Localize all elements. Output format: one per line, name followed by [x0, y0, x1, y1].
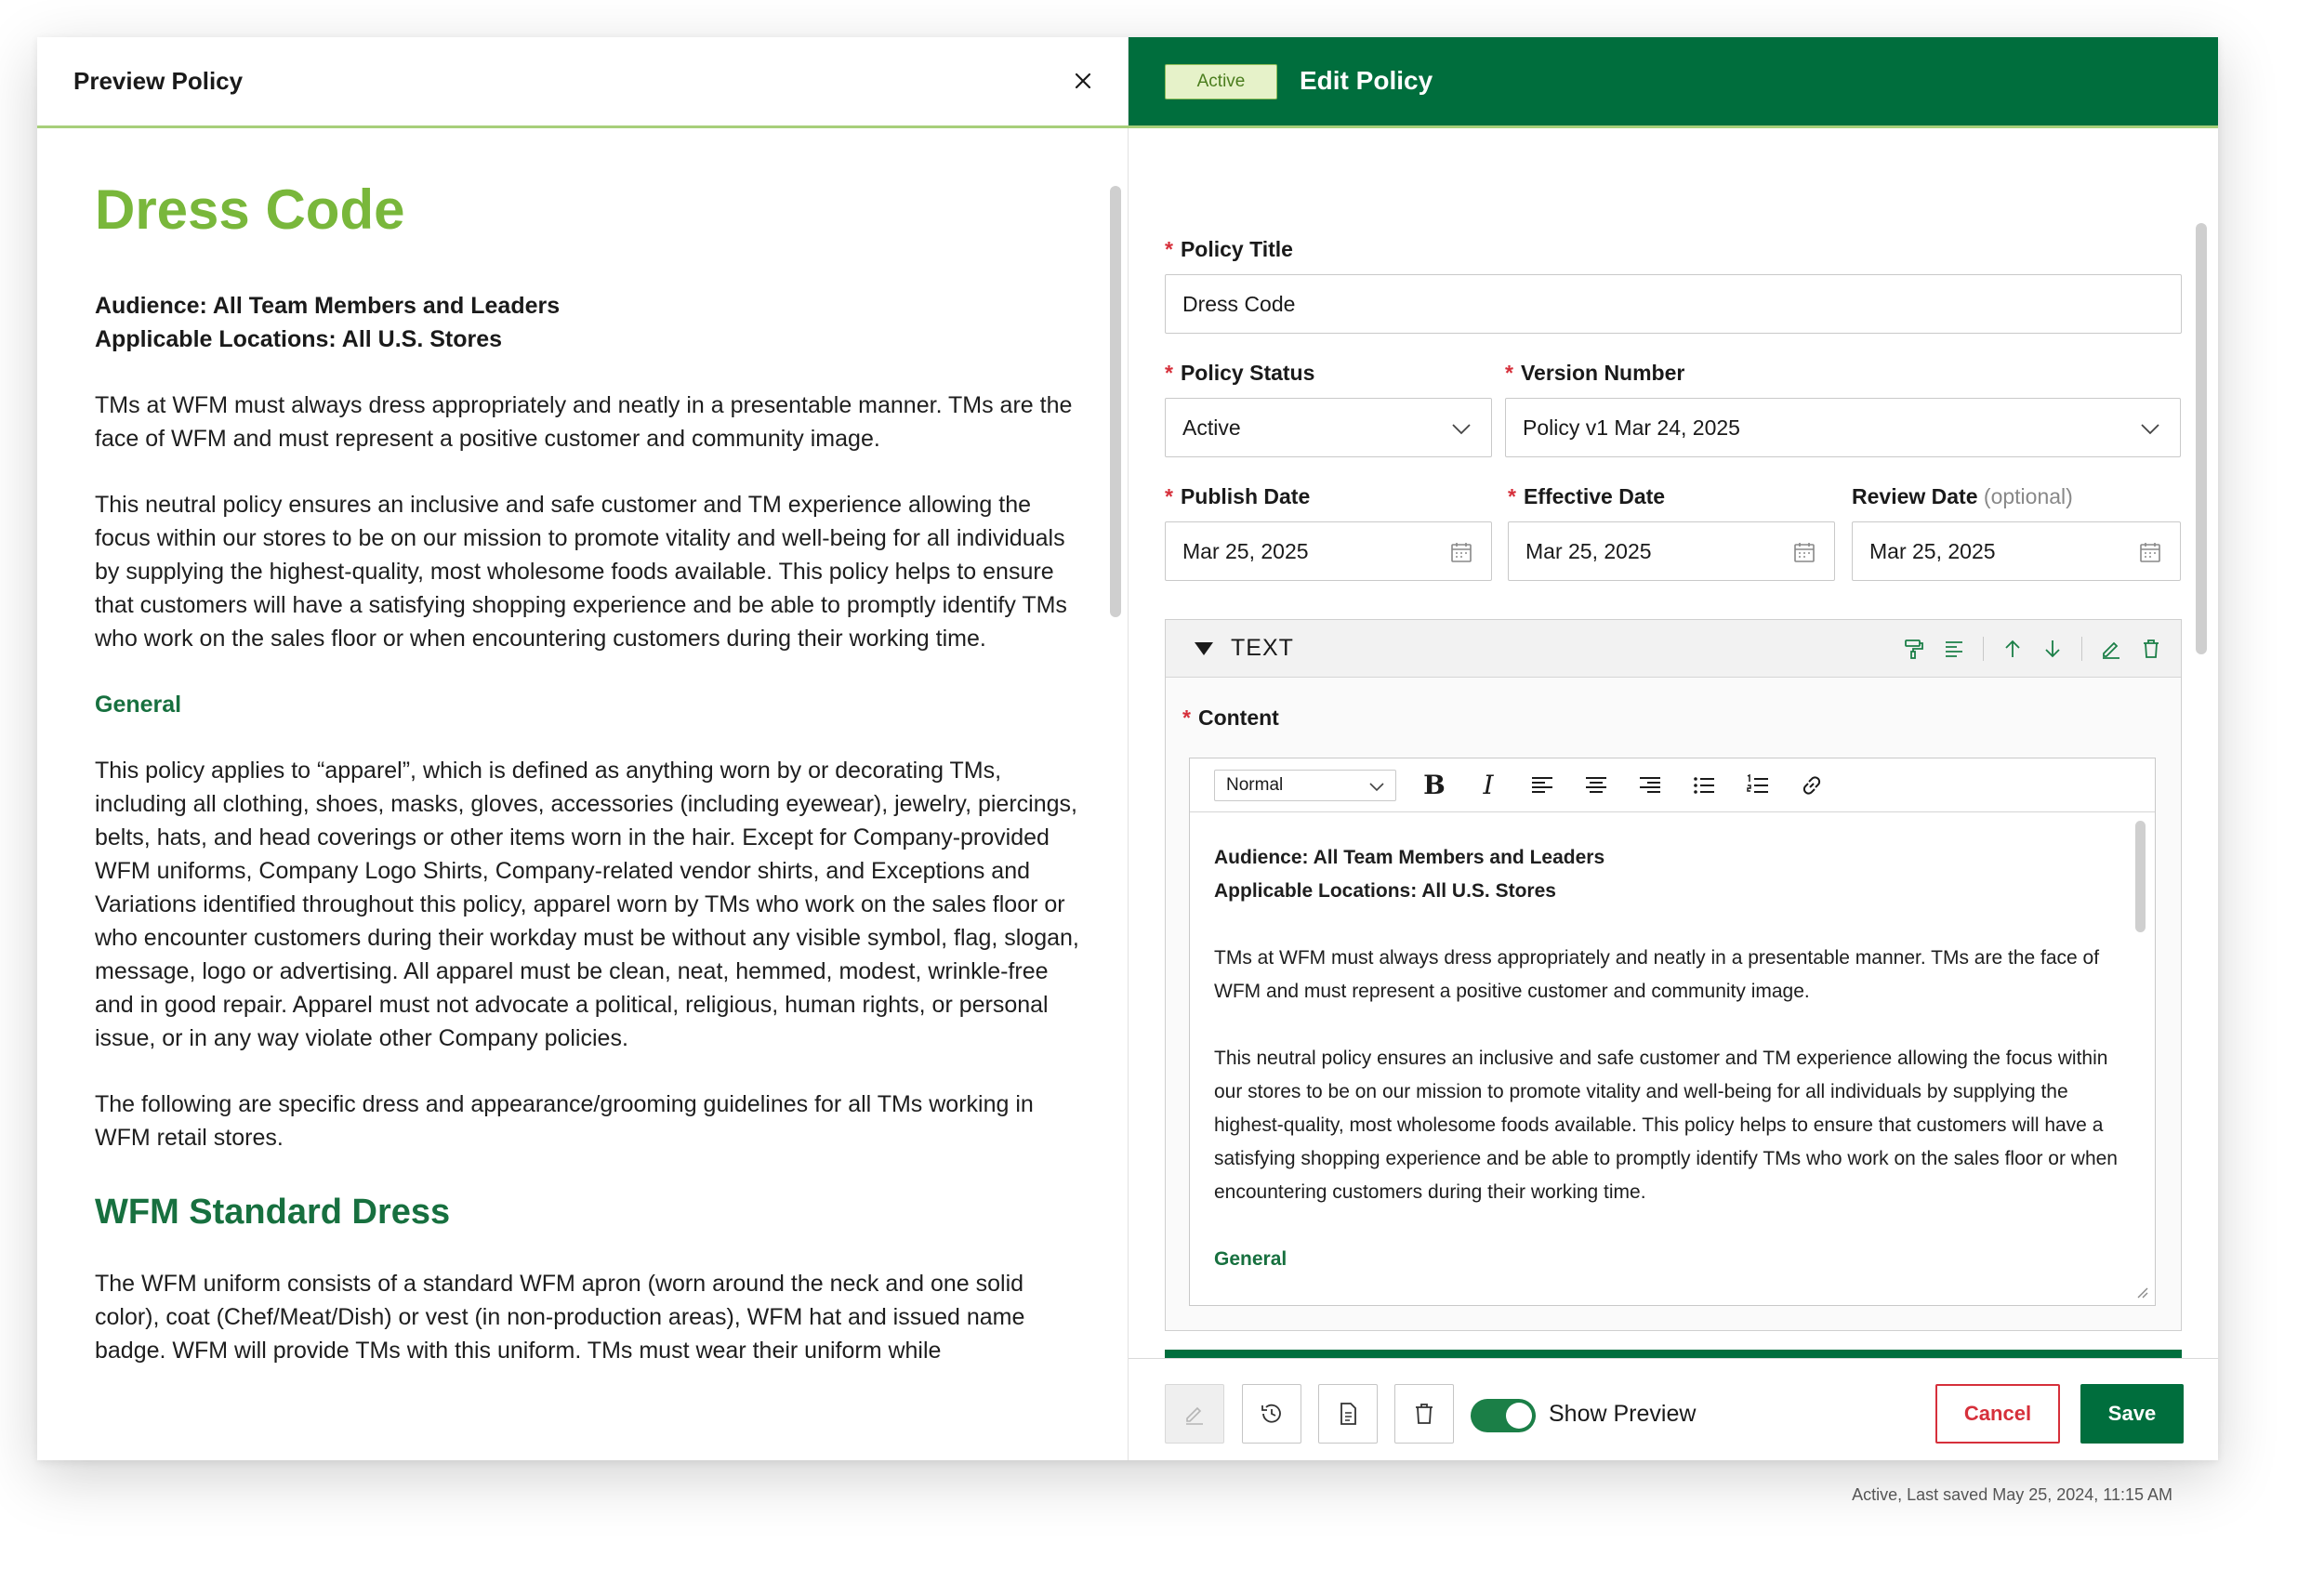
editor-locations: Applicable Locations: All U.S. Stores	[1214, 880, 1556, 902]
calendar-icon	[1793, 541, 1816, 563]
toggle-knob	[1506, 1403, 1532, 1429]
bold-button[interactable]	[1420, 771, 1448, 799]
section-heading-standard-dress: WFM Standard Dress	[95, 1193, 451, 1232]
edit-button[interactable]	[1165, 1384, 1224, 1444]
edit-title: Edit Policy	[1300, 66, 1433, 95]
align-center-button[interactable]	[1582, 771, 1610, 799]
audience-line: Audience: All Team Members and Leaders	[95, 293, 561, 319]
align-left-button[interactable]	[1528, 771, 1556, 799]
rich-text-editor	[1189, 758, 2156, 1306]
edit-header	[1129, 37, 2218, 128]
paragraph: TMs at WFM must always dress appropriately and neatly in a presentable manner. TMs are the face of WFM and must represent a positive customer and community image.	[95, 392, 1073, 452]
close-button[interactable]	[1069, 67, 1097, 95]
bullet-list-icon	[1690, 771, 1718, 799]
show-preview-toggle[interactable]	[1471, 1399, 1536, 1432]
document-icon	[1335, 1401, 1361, 1427]
publish-date-input[interactable]: Mar 25, 2025	[1165, 521, 1492, 581]
text-block-card	[1165, 619, 2182, 1331]
arrow-up-icon[interactable]	[2001, 638, 2024, 660]
close-icon	[1069, 67, 1097, 95]
italic-icon: I	[1483, 770, 1494, 800]
calendar-icon	[2139, 541, 2161, 563]
paragraph: The WFM uniform consists of a standard WFM apron (worn around the neck and one solid color), coat (Chef/Meat/Dish) or vest (in non-production areas), WFM hat and issued name badge. WFM will provide TMs with this uniform. TMs must wear their uniform while	[95, 1271, 1025, 1364]
edit-footer	[1129, 1358, 2218, 1460]
next-block-header	[1165, 1350, 2182, 1358]
history-icon	[1259, 1401, 1285, 1427]
chevron-down-icon	[2139, 417, 2161, 440]
publish-date-label: * Publish Date	[1165, 484, 1311, 508]
preview-header	[37, 37, 1129, 128]
document-meta	[95, 289, 1080, 356]
pencil-icon[interactable]	[2100, 638, 2122, 660]
policy-window	[37, 37, 2218, 1460]
chevron-down-icon	[1367, 777, 1386, 796]
trash-icon	[1411, 1401, 1437, 1427]
link-icon	[1798, 771, 1826, 799]
effective-date-input[interactable]: Mar 25, 2025	[1508, 521, 1835, 581]
bold-icon: B	[1423, 770, 1446, 800]
preview-title: Preview Policy	[73, 67, 244, 95]
preview-scrollbar[interactable]	[1110, 186, 1121, 617]
review-date-label: Review Date (optional)	[1852, 484, 2073, 508]
preview-document	[95, 131, 1080, 1367]
italic-button[interactable]	[1474, 771, 1502, 799]
document-button[interactable]	[1318, 1384, 1378, 1444]
preview-scroll-area[interactable]	[37, 131, 1129, 1460]
policy-status-label: * Policy Status	[1165, 361, 1315, 385]
chevron-down-icon	[1450, 417, 1472, 440]
tool-divider	[1983, 637, 1984, 661]
policy-title-label: * Policy Title	[1165, 237, 1293, 261]
numbered-list-button[interactable]	[1744, 771, 1772, 799]
cancel-button[interactable]: Cancel	[1935, 1384, 2060, 1444]
bullet-list-button[interactable]	[1690, 771, 1718, 799]
preview-pane	[37, 37, 1129, 1460]
editor-toolbar	[1190, 758, 2155, 812]
paragraph: The following are specific dress and appearance/grooming guidelines for all TMs working in WFM retail stores.	[95, 1091, 1034, 1151]
editor-paragraph: TMs at WFM must always dress appropriately and neatly in a presentable manner. TMs are the face of WFM and must represent a positive customer and community image.	[1214, 947, 2100, 1002]
edit-scrollbar[interactable]	[2196, 223, 2207, 654]
resize-handle-icon[interactable]	[2134, 1285, 2149, 1299]
content-label: * Content	[1182, 705, 1279, 730]
policy-status-select[interactable]: Active	[1165, 398, 1492, 457]
link-button[interactable]	[1798, 771, 1826, 799]
text-format-select[interactable]: Normal	[1214, 770, 1396, 801]
edit-pane	[1129, 37, 2218, 1460]
paragraph: This neutral policy ensures an inclusive and safe customer and TM experience allowing the focus within our stores to be on our mission to promote vitality and well-being for all individuals by supplying the highest-quality, most wholesome foods available. This policy helps to ensure that customers will have a satisfying shopping experience and be able to promptly identify TMs who work on the sales floor or when encountering customers during their working time.	[95, 492, 1067, 652]
text-block-header	[1166, 620, 2181, 678]
editor-scrollbar[interactable]	[2135, 821, 2146, 932]
document-title: Dress Code	[95, 178, 405, 241]
edit-form	[1129, 131, 2218, 1358]
align-right-icon	[1636, 771, 1664, 799]
version-number-label: * Version Number	[1505, 361, 1685, 385]
review-date-input[interactable]: Mar 25, 2025	[1852, 521, 2181, 581]
locations-line: Applicable Locations: All U.S. Stores	[95, 326, 503, 352]
paragraph: This policy applies to “apparel”, which is defined as anything worn by or decorating TMs, including all clothing, shoes, masks, gloves, accessories (including eyewear), jewelry, piercings, belts, hats, and head coverings or other items worn in the hair. Except for Company-provided WFM uniforms, Company Logo Shirts, Company-related vendor shirts, and Exceptions and Variations identified throughout this policy, apparel worn by TMs who work on the sales floor or who encounter customers during their workday must be without any visible symbol, flag, slogan, message, logo or advertising. All apparel must be clean, neat, hemmed, modest, wrinkle-free and in good repair. Apparel must not advocate a political, religious, human rights, or personal issue, or in any way violate other Company policies.	[95, 758, 1079, 1051]
tool-divider	[2081, 637, 2082, 661]
editor-audience: Audience: All Team Members and Leaders	[1214, 847, 1605, 868]
numbered-list-icon	[1744, 771, 1772, 799]
history-button[interactable]	[1242, 1384, 1301, 1444]
effective-date-label: * Effective Date	[1508, 484, 1666, 508]
text-block-title: TEXT	[1231, 635, 1294, 661]
pencil-icon	[1182, 1401, 1208, 1427]
version-number-select[interactable]: Policy v1 Mar 24, 2025	[1505, 398, 2181, 457]
section-heading-general: General	[95, 692, 182, 718]
save-button[interactable]: Save	[2080, 1384, 2184, 1444]
calendar-icon	[1450, 541, 1472, 563]
arrow-down-icon[interactable]	[2041, 638, 2064, 660]
show-preview-label: Show Preview	[1549, 1401, 1697, 1427]
collapse-triangle-icon[interactable]	[1194, 640, 1214, 657]
align-center-icon	[1582, 771, 1610, 799]
paint-format-icon[interactable]	[1903, 638, 1925, 660]
text-block-tools	[1885, 637, 2162, 661]
policy-title-input[interactable]: Dress Code	[1165, 274, 2182, 334]
editor-paragraph: This neutral policy ensures an inclusive and safe customer and TM experience allowing the focus within our stores to be on our mission to promote vitality and well-being for all individuals by supplying the highest-quality, most wholesome foods available. This policy helps to ensure that customers will have a satisfying shopping experience and be able to promptly identify TMs who work on the sales floor or when encountering customers during their working time.	[1214, 1048, 2118, 1203]
delete-button[interactable]	[1394, 1384, 1454, 1444]
status-badge: Active	[1165, 64, 1277, 99]
editor-section-general: General	[1214, 1248, 1287, 1270]
align-icon[interactable]	[1943, 638, 1965, 660]
editor-text	[1214, 841, 2134, 1276]
align-left-icon	[1528, 771, 1556, 799]
align-right-button[interactable]	[1636, 771, 1664, 799]
editor-content[interactable]	[1190, 813, 2155, 1305]
last-saved-status: Active, Last saved May 25, 2024, 11:15 AM	[1852, 1485, 2172, 1504]
trash-icon[interactable]	[2140, 638, 2162, 660]
